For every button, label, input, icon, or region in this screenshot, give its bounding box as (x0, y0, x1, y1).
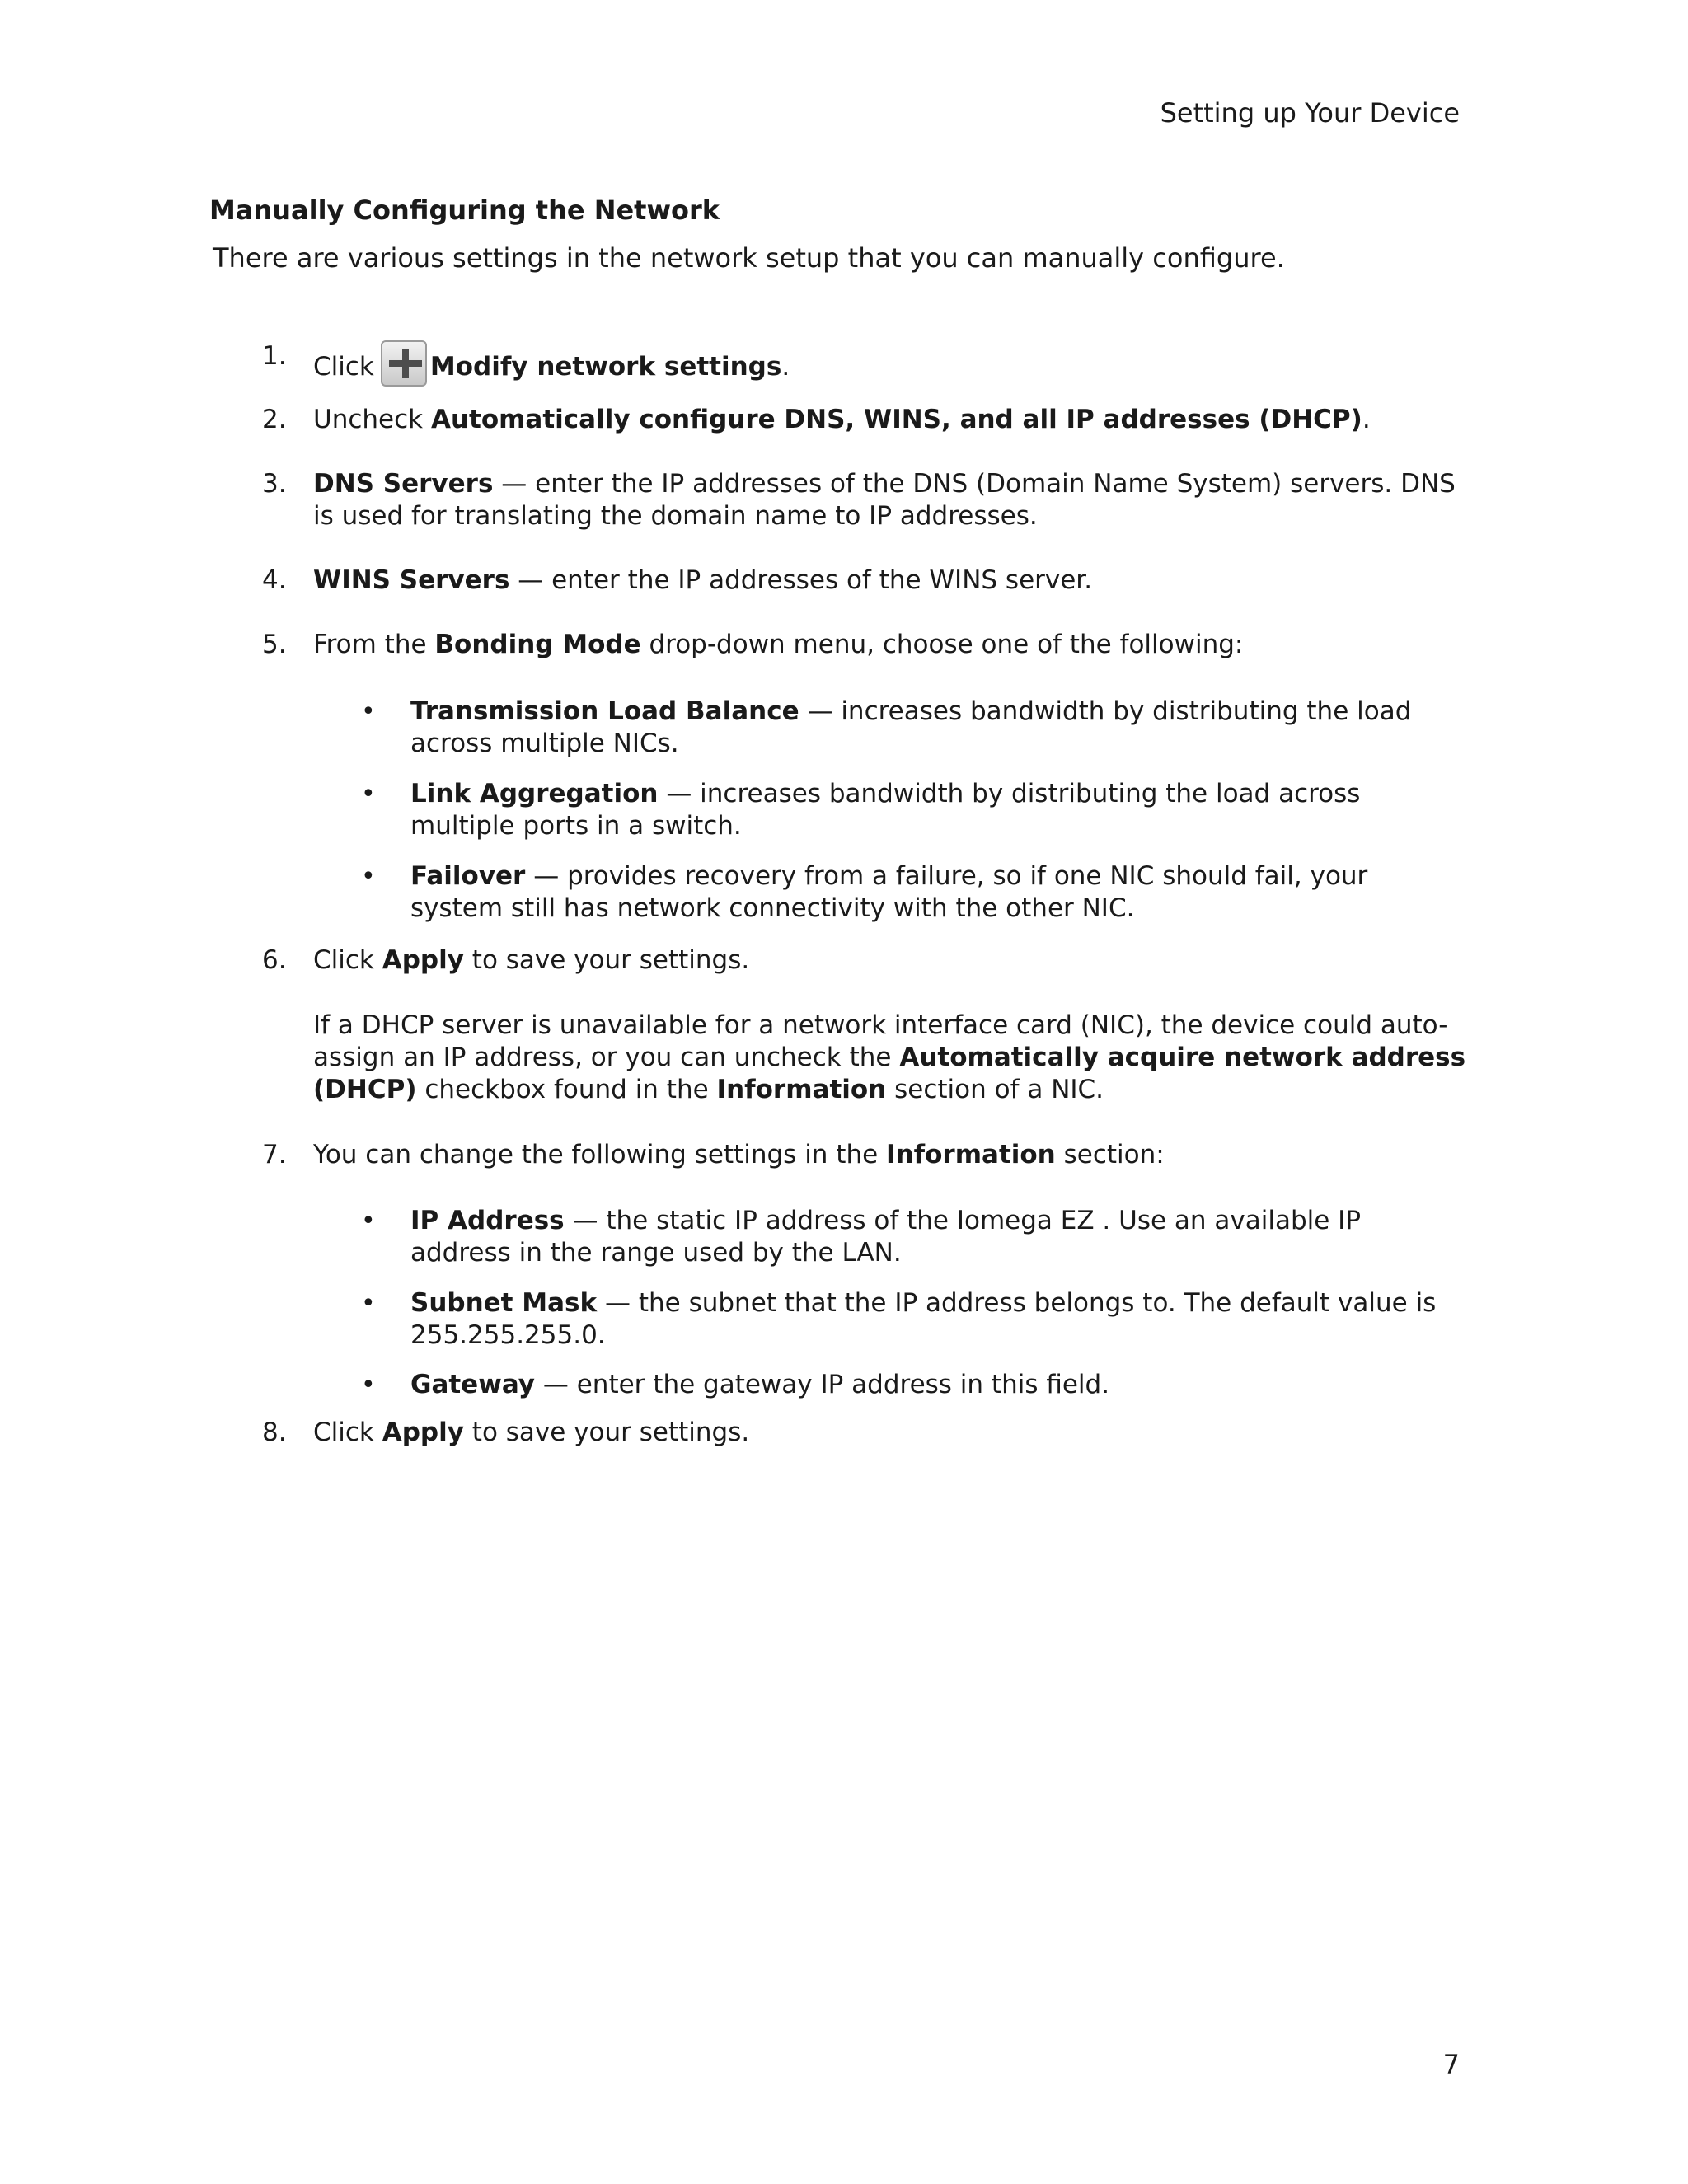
step-emphasis: Apply (382, 1418, 464, 1447)
step-text: Uncheck (313, 405, 431, 434)
option-description: — provides recovery from a failure, so if one NIC should fail, your system still has network connectivity with the other NIC. (410, 861, 1368, 923)
step-number: 5. (262, 630, 287, 659)
bullet-glyph: • (361, 780, 376, 808)
step-text: Click (313, 945, 382, 975)
step-text: — enter the IP addresses of the DNS (Domain Name System) servers. DNS is used for translating the domain name to IP addresses. (313, 469, 1456, 531)
note-text: If a DHCP server is unavailable for a network interface card (NIC), the device could auto-assign an IP address, or you can uncheck the (313, 1010, 1448, 1072)
setting-name: IP Address (410, 1206, 565, 1235)
step-8 (262, 1417, 1465, 1449)
page-number: 7 (1442, 2049, 1460, 2080)
bullet-glyph: • (361, 862, 376, 891)
option-name: Failover (410, 861, 526, 891)
option-description: — increases bandwidth by distributing the load across multiple NICs. (410, 696, 1412, 758)
step-emphasis: Bonding Mode (434, 630, 641, 659)
option-name: Link Aggregation (410, 779, 659, 808)
intro-paragraph: There are various settings in the network setup that you can manually configure. (213, 242, 1285, 274)
bullet-glyph: • (361, 1371, 376, 1399)
step-4 (262, 565, 1465, 597)
step-6 (262, 944, 1465, 977)
step-text: drop-down menu, choose one of the following: (640, 630, 1244, 659)
note-emphasis: Information (716, 1075, 887, 1104)
step-text: to save your settings. (463, 945, 750, 975)
step-5 (262, 629, 1465, 661)
section-heading: Manually Configuring the Network (209, 194, 720, 226)
step-number: 1. (262, 341, 287, 371)
step-text: . (1362, 405, 1371, 434)
setting-description: — enter the gateway IP address in this field. (535, 1370, 1110, 1399)
setting-gateway (361, 1369, 1465, 1401)
bullet-glyph: • (361, 1289, 376, 1318)
setting-name: Gateway (410, 1370, 536, 1399)
step-text: — enter the IP addresses of the WINS server. (509, 565, 1093, 595)
step-number: 4. (262, 565, 287, 595)
step-number: 2. (262, 405, 287, 434)
step-text: to save your settings. (463, 1418, 750, 1447)
step-emphasis: DNS Servers (313, 469, 494, 499)
step-number: 3. (262, 469, 287, 499)
setting-name: Subnet Mask (410, 1288, 598, 1318)
bullet-glyph: • (361, 1207, 376, 1235)
setting-description: — the subnet that the IP address belongs to. The default value is 255.255.255.0. (410, 1288, 1437, 1350)
note-text: section of a NIC. (886, 1075, 1104, 1104)
step-text: From the (313, 630, 435, 659)
step-emphasis: Information (886, 1140, 1056, 1169)
step-1 (262, 340, 1465, 387)
step-7 (262, 1139, 1465, 1171)
dhcp-note (313, 1010, 1467, 1106)
option-name: Transmission Load Balance (410, 696, 799, 726)
step-text: You can change the following settings in the (313, 1140, 887, 1169)
step-number: 8. (262, 1418, 287, 1447)
step-3 (262, 468, 1465, 532)
bonding-option-failover (361, 860, 1465, 925)
option-description: — increases bandwidth by distributing the load across multiple ports in a switch. (410, 779, 1361, 841)
step-text: Click (313, 1418, 382, 1447)
bonding-option-transmission-load-balance (361, 696, 1465, 760)
step-2 (262, 404, 1465, 436)
step-emphasis: Modify network settings (429, 352, 782, 382)
step-emphasis: Apply (382, 945, 464, 975)
step-number: 7. (262, 1140, 287, 1169)
step-number: 6. (262, 945, 287, 975)
step-text: section: (1055, 1140, 1165, 1169)
running-header: Setting up Your Device (1160, 97, 1460, 129)
setting-ip-address (361, 1205, 1465, 1269)
bullet-glyph: • (361, 697, 376, 726)
setting-description: — the static IP address of the Iomega EZ . Use an available IP address in the range used by the LAN. (410, 1206, 1362, 1268)
plus-icon[interactable] (381, 340, 427, 387)
step-emphasis: WINS Servers (313, 565, 510, 595)
note-emphasis: Automatically acquire network address (DHCP) (313, 1043, 1466, 1104)
step-emphasis: Automatically configure DNS, WINS, and all IP addresses (DHCP) (430, 405, 1362, 434)
step-text: . (781, 352, 790, 382)
bonding-option-link-aggregation (361, 778, 1465, 842)
step-text: Click (313, 352, 374, 382)
note-text: checkbox found in the (416, 1075, 717, 1104)
setting-subnet-mask (361, 1287, 1465, 1352)
